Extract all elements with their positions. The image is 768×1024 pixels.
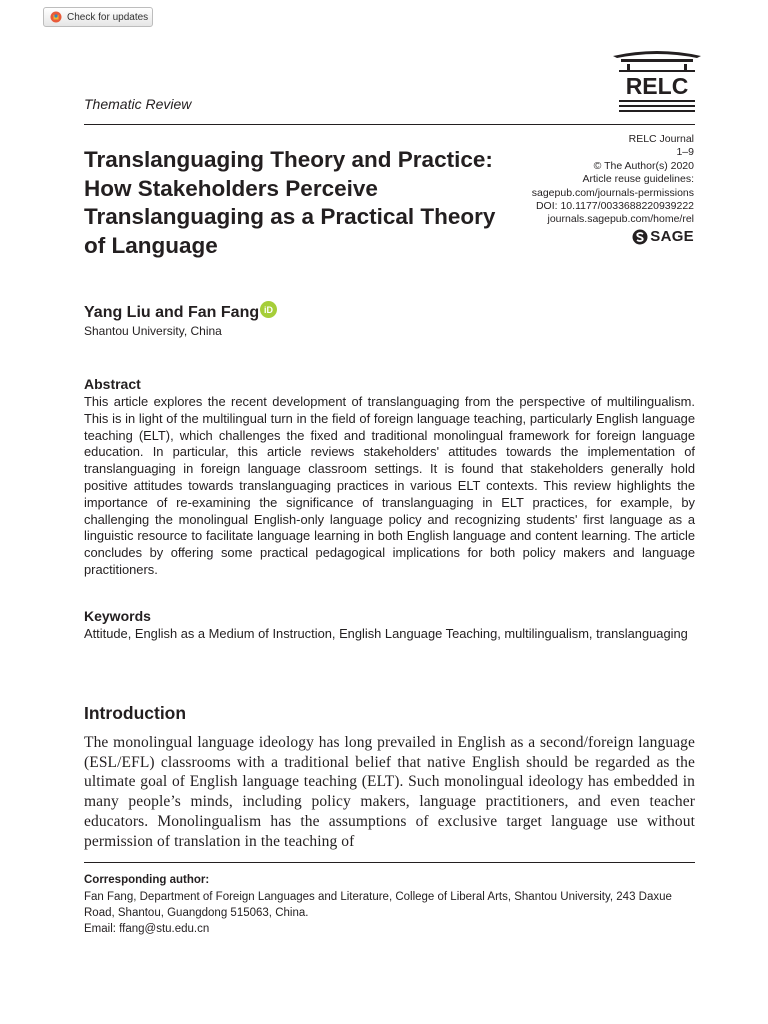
journal-home-link[interactable]: journals.sagepub.com/home/rel	[547, 213, 694, 226]
sage-mark-icon	[632, 229, 648, 245]
relc-logo	[611, 48, 703, 114]
section-type: Thematic Review	[84, 96, 192, 112]
corresponding-author-email[interactable]: Email: ffang@stu.edu.cn	[84, 923, 210, 935]
author-names: Yang Liu and Fan Fang	[84, 304, 260, 321]
copyright: © The Author(s) 2020	[593, 159, 694, 172]
check-for-updates-button[interactable]	[43, 7, 153, 27]
reuse-link[interactable]: sagepub.com/journals-permissions	[531, 186, 694, 199]
orcid-icon[interactable]	[260, 301, 277, 318]
doi-link[interactable]: DOI: 10.1177/0033688220939222	[535, 200, 694, 213]
author-line	[84, 304, 277, 322]
svg-text:iD: iD	[264, 304, 274, 315]
abstract-heading: Abstract	[84, 376, 141, 392]
introduction-body: The monolingual language ideology has long prevailed in English as a second/foreign language (ESL/EFL) classrooms with a traditional belief that native English should be regarded as the ultimate goal of English language teaching (ELT). Such monolingual ideology has embedded in many people’s minds, including policy makers, language practitioners, and even teacher educators. Monolingualism has the assumptions of exclusive target language use without permission of translation in the teaching of	[84, 734, 695, 850]
abstract-body: This article explores the recent development of translanguaging from the perspective of multilingualism. This is in light of the multilingual turn in the field of foreign language teaching, particularly English language teaching (ELT), which challenges the fixed and traditional monolingual framework for foreign language education. In particular, this article reviews stakeholders' attitudes towards the implementation of translanguaging in foreign language classroom settings. It is found that stakeholders generally hold positive attitudes towards translanguaging practices in various ELT contexts. This review highlights the importance of re-examining the significance of translanguaging in ELT practices, for example, by challenging the monolingual English-only language policy and recognizing students' first language as a linguistic resource to facilitate language learning in both English language and content learning. The article concludes by offering some practical pedagogical implications for both policy makers and language practitioners.	[84, 394, 695, 577]
author-affiliation: Shantou University, China	[84, 324, 222, 338]
article-title: Translanguaging Theory and Practice: How Stakeholders Perceive Translanguaging as a Practical Theory of Language	[84, 147, 496, 258]
corresponding-author-address: Fan Fang, Department of Foreign Languages and Literature, College of Liberal Arts, Shantou University, 243 Daxue Road, Shantou, Guangdong 515063, China.	[84, 891, 672, 919]
corresponding-author-details	[84, 889, 695, 937]
page-range: 1–9	[676, 146, 694, 159]
keywords-list: Attitude, English as a Medium of Instruction, English Language Teaching, multilingualism, translanguaging	[84, 626, 688, 641]
journal-name: RELC Journal	[628, 133, 694, 145]
keywords-heading: Keywords	[84, 608, 151, 624]
reuse-label: Article reuse guidelines:	[582, 173, 694, 186]
corresponding-author-heading: Corresponding author:	[84, 874, 210, 886]
footnote-rule	[84, 862, 695, 863]
crossmark-icon	[50, 11, 62, 23]
header-rule	[84, 124, 695, 125]
introduction-heading: Introduction	[84, 703, 187, 723]
check-for-updates-label: Check for updates	[67, 11, 149, 23]
svg-text:RELC: RELC	[625, 73, 689, 99]
sage-logo	[632, 228, 694, 245]
publisher-name: SAGE	[650, 228, 694, 245]
